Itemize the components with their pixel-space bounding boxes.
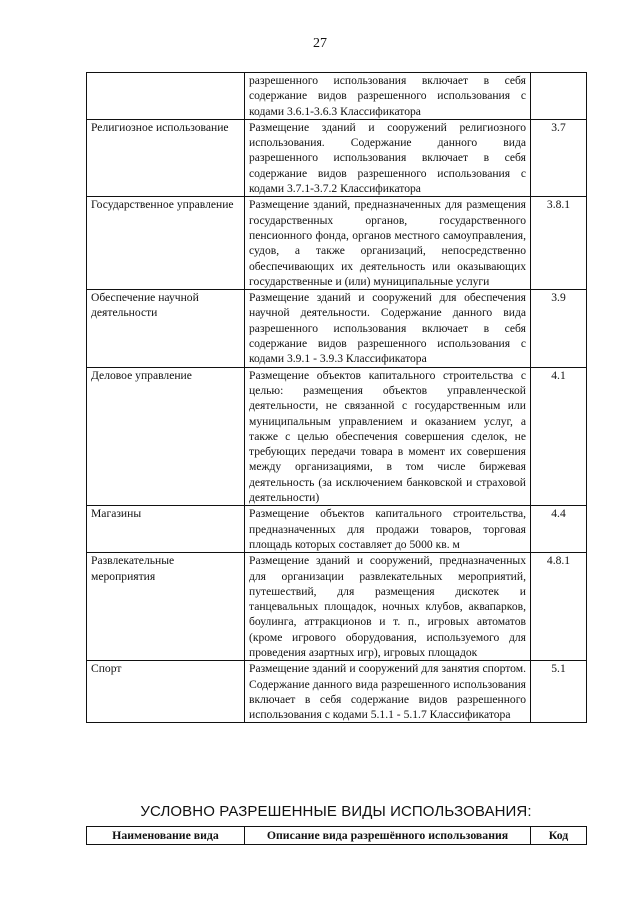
table-row <box>87 119 587 196</box>
use-name-cell: Государственное управление <box>87 197 245 290</box>
table-row <box>87 367 587 506</box>
use-code-cell: 3.9 <box>531 290 587 367</box>
use-description-cell: Размещение объектов капитального строительства, предназначенных для продажи товаров, торговая площадь которых составляет до 5000 кв. м <box>245 506 531 553</box>
use-name-cell: Религиозное использование <box>87 119 245 196</box>
use-name-cell: Деловое управление <box>87 367 245 506</box>
use-description-cell: Размещение зданий и сооружений религиозного использования. Содержание данного вида разрешенного использования включает в себя содержание видов разрешенного использования с кодами 3.7.1-3.7.2 Классификатора <box>245 119 531 196</box>
column-header-name: Наименование вида <box>87 827 245 845</box>
table-row <box>87 73 587 120</box>
use-code-cell: 5.1 <box>531 661 587 723</box>
use-name-cell: Магазины <box>87 506 245 553</box>
use-description-cell: разрешенного использования включает в себя содержание видов разрешенного использования с кодами 3.6.1-3.6.3 Классификатора <box>245 73 531 120</box>
use-description-cell: Размещение зданий, предназначенных для размещения государственных органов, государственного пенсионного фонда, органов местного самоуправления, судов, а также организаций, непосредственно обеспечивающих их деятельность или оказывающих государственные и (или) муниципальные услуги <box>245 197 531 290</box>
column-header-description: Описание вида разрешённого использования <box>245 827 531 845</box>
use-description-cell: Размещение зданий и сооружений, предназначенных для организации развлекательных мероприятий, путешествий, для размещения дискотек и танцевальных площадок, ночных клубов, аквапарков, боулинга, аттракционов и т. п., игровых автоматов (кроме игрового оборудования, используемого для проведения азартных игр), игровых площадок <box>245 553 531 661</box>
land-use-table <box>86 72 587 723</box>
use-name-cell <box>87 73 245 120</box>
column-header-code: Код <box>531 827 587 845</box>
use-description-cell: Размещение объектов капитального строительства с целью: размещения объектов управленческой деятельности, не связанной с государственным или муниципальным управлением и оказанием услуг, а также с целью обеспечения совершения сделок, не требующих передачи товара в момент их совершения между организациями, в том числе биржевая деятельность (за исключением банковской и страховой деятельности) <box>245 367 531 506</box>
use-code-cell: 4.1 <box>531 367 587 506</box>
table-row <box>87 290 587 367</box>
use-name-cell: Спорт <box>87 661 245 723</box>
conditional-use-table-header <box>86 826 587 845</box>
use-code-cell: 3.8.1 <box>531 197 587 290</box>
use-name-cell: Обеспечение научной деятельности <box>87 290 245 367</box>
table-row <box>87 197 587 290</box>
use-code-cell: 4.8.1 <box>531 553 587 661</box>
use-code-cell <box>531 73 587 120</box>
use-name-cell: Развлекательные мероприятия <box>87 553 245 661</box>
table-row <box>87 553 587 661</box>
table-row <box>87 661 587 723</box>
use-description-cell: Размещение зданий и сооружений для занятия спортом. Содержание данного вида разрешенного использования включает в себя содержание видов разрешенного использования с кодами 5.1.1 - 5.1.7 Классификатора <box>245 661 531 723</box>
page-number: 27 <box>313 36 327 51</box>
table-row <box>87 506 587 553</box>
use-code-cell: 3.7 <box>531 119 587 196</box>
section-title: УСЛОВНО РАЗРЕШЕННЫЕ ВИДЫ ИСПОЛЬЗОВАНИЯ: <box>140 803 532 820</box>
header-row <box>87 827 587 845</box>
use-description-cell: Размещение зданий и сооружений для обеспечения научной деятельности. Содержание данного вида разрешенного использования включает в себя содержание видов разрешенного использования с кодами 3.9.1 - 3.9.3 Классификатора <box>245 290 531 367</box>
use-code-cell: 4.4 <box>531 506 587 553</box>
